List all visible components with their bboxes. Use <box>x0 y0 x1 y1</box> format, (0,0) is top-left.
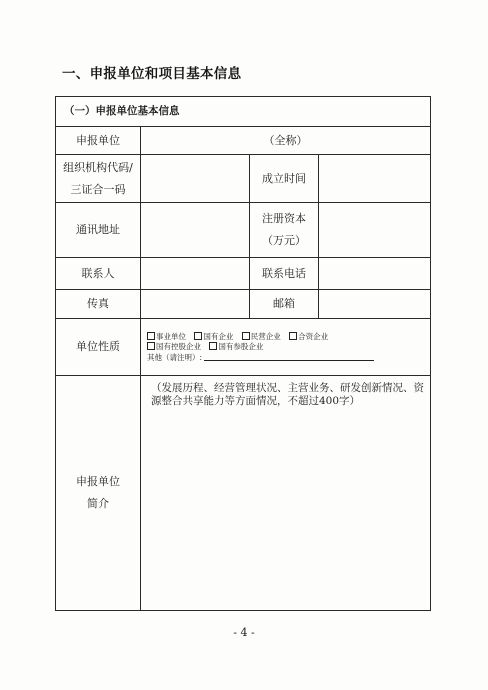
nature-option[interactable] <box>242 332 281 341</box>
org-code-field[interactable] <box>141 155 250 203</box>
contact-field[interactable] <box>141 258 250 290</box>
nature-option-label: 国有控股企业 <box>156 342 201 352</box>
nature-option-label: 民营企业 <box>250 332 281 342</box>
capital-label-line1: 注册资本 <box>262 212 306 226</box>
nature-option-label: 国有参股企业 <box>218 342 264 352</box>
nature-option[interactable] <box>194 332 233 341</box>
email-label: 邮箱 <box>250 290 319 319</box>
established-field[interactable] <box>319 155 431 203</box>
checkbox-icon[interactable] <box>147 342 155 350</box>
capital-label-line2: （万元） <box>262 234 306 247</box>
org-code-label <box>56 155 141 203</box>
checkbox-icon[interactable] <box>242 332 250 340</box>
org-code-label-line1: 组织机构代码/ <box>63 160 133 174</box>
subsection-title: （一）申报单位基本信息 <box>56 97 431 127</box>
nature-option[interactable] <box>209 342 263 351</box>
checkbox-icon[interactable] <box>209 342 217 350</box>
nature-option[interactable] <box>289 332 328 341</box>
checkbox-icon[interactable] <box>194 332 202 340</box>
nature-option-label: 合资企业 <box>298 332 329 342</box>
capital-field[interactable] <box>319 203 431 258</box>
intro-field[interactable] <box>141 376 431 611</box>
nature-other-input[interactable] <box>204 352 374 361</box>
checkbox-icon[interactable] <box>289 332 297 340</box>
applicant-field[interactable] <box>141 127 431 155</box>
checkbox-icon[interactable] <box>147 332 155 340</box>
page-title: 一、申报单位和项目基本信息 <box>62 66 242 82</box>
nature-option-label: 事业单位 <box>156 332 186 342</box>
intro-hint: （发展历程、经营管理状况、主营业务、研发创新情况、资源整合共享能力等方面情况，不超过400字） <box>151 382 424 408</box>
phone-label: 联系电话 <box>250 258 319 290</box>
intro-label <box>56 376 141 611</box>
intro-label-line1: 申报单位 <box>76 475 120 489</box>
address-field[interactable] <box>141 203 250 258</box>
fax-label: 传真 <box>56 290 141 319</box>
nature-label: 单位性质 <box>56 319 141 376</box>
nature-option-label: 国有企业 <box>203 332 234 342</box>
nature-other-label: 其他（请注明）: <box>147 352 203 362</box>
established-label: 成立时间 <box>250 155 319 203</box>
nature-options <box>141 319 431 376</box>
page-number: - 4 - <box>233 626 255 639</box>
nature-option[interactable] <box>147 332 186 341</box>
address-label: 通讯地址 <box>56 203 141 258</box>
contact-label: 联系人 <box>56 258 141 290</box>
nature-options-row2 <box>147 342 426 352</box>
applicant-label: 申报单位 <box>56 127 141 155</box>
org-code-label-line2: 三证合一码 <box>70 182 126 196</box>
phone-field[interactable] <box>319 258 431 290</box>
applicant-hint: （全称） <box>263 133 308 147</box>
intro-label-line2: 简介 <box>87 497 109 510</box>
nature-other-row <box>147 352 426 362</box>
email-field[interactable] <box>319 290 431 319</box>
capital-label <box>250 203 319 258</box>
fax-field[interactable] <box>141 290 250 319</box>
applicant-info-table <box>55 96 431 611</box>
nature-options-row1 <box>147 332 426 342</box>
nature-option[interactable] <box>147 342 201 351</box>
